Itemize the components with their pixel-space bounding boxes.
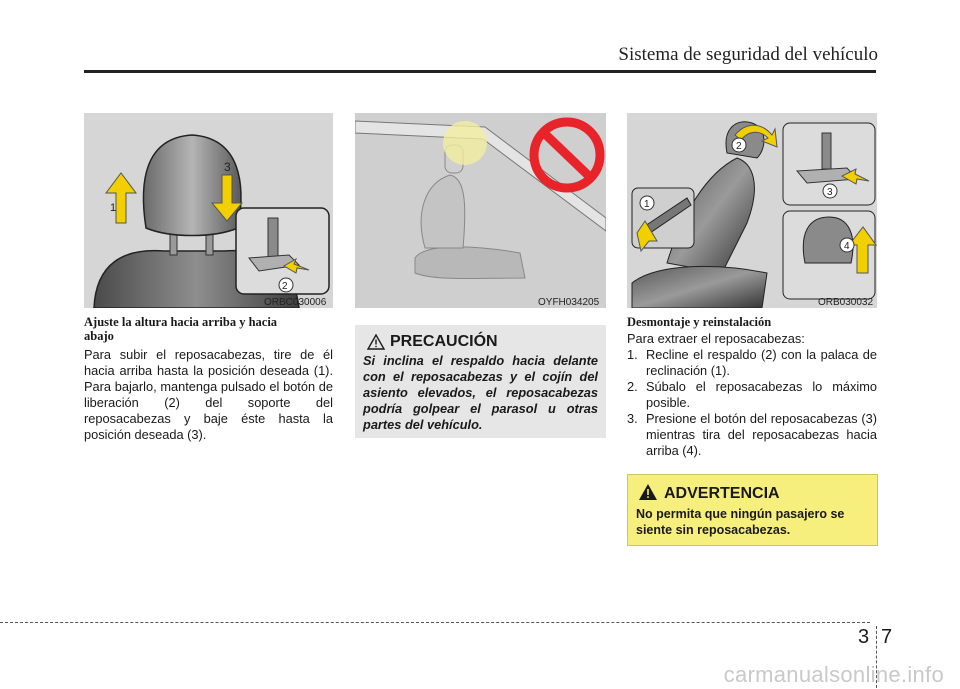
seat-back (421, 175, 465, 248)
callout-1: 1 (110, 202, 117, 214)
button-post (822, 133, 831, 169)
figure-headrest-removal (627, 113, 877, 308)
headrest-height-illustration (84, 113, 333, 308)
removal-steps (627, 347, 877, 459)
removal-heading: Desmontaje y reinstalación (627, 315, 772, 329)
impact-glow (443, 121, 487, 165)
step-number: 2. (627, 379, 638, 394)
footer-rule (0, 622, 870, 623)
caution-text: Si inclina el respaldo hacia delante con el reposacabezas y el cojín del asiento elevados, el reposacabezas podría golpear el parasol u otras partes del vehículo. (363, 353, 598, 432)
recline-warning-illustration (355, 113, 606, 308)
watermark: carmanualsonline.info (723, 662, 944, 687)
seat-cushion (415, 247, 525, 279)
step-text: Presione el botón del reposacabezas (3) mientras tira del reposacabezas hacia arriba (4). (646, 411, 877, 458)
headrest-removal-illustration (627, 113, 877, 308)
seat-cushion-2 (632, 266, 767, 308)
figure-code-left: ORBC030006 (264, 297, 327, 308)
figure-code-right: ORB030032 (818, 297, 874, 308)
step-number: 1. (627, 347, 638, 362)
warning-title: ADVERTENCIA (664, 485, 780, 502)
caution-box (355, 325, 606, 438)
callout-4: 4 (844, 241, 850, 252)
prohibition-sign (534, 122, 600, 188)
caution-triangle-icon (367, 334, 385, 350)
detail-post (268, 218, 278, 260)
figure-code-middle: OYFH034205 (538, 297, 600, 308)
callout-3: 3 (827, 187, 833, 198)
up-arrow (106, 173, 136, 223)
caution-title: PRECAUCIÓN (390, 333, 498, 350)
step-text: Súbalo el reposacabezas lo máximo posible. (646, 379, 877, 410)
callout-2: 2 (282, 281, 288, 292)
step-item (627, 347, 877, 379)
header-rule (84, 70, 876, 73)
warning-text: No permita que ningún pasajero se siente sin reposacabezas. (636, 507, 845, 537)
page-number: 7 (881, 626, 893, 648)
step-item (627, 411, 877, 459)
warning-box (627, 474, 878, 546)
chapter-number: 3 (858, 626, 870, 648)
callout-2: 2 (736, 141, 742, 152)
warning-triangle-icon (638, 483, 658, 501)
height-adjust-body: Para subir el reposacabezas, tire de él hacia arriba hasta la posición deseada (1). Para bajarlo, mantenga pulsado el botón de liberación (2) del soporte del reposacabezas y baje éste hasta la posición deseada (3). (84, 347, 333, 442)
step-number: 3. (627, 411, 638, 426)
figure-headrest-height (84, 113, 333, 308)
section-title: Sistema de seguridad del vehículo (618, 44, 878, 65)
step-item (627, 379, 877, 411)
step-text: Recline el respaldo (2) con la palaca de reclinación (1). (646, 347, 877, 378)
callout-3: 3 (224, 160, 231, 174)
callout-1: 1 (644, 199, 650, 210)
figure-prohibited-recline (355, 113, 606, 308)
removal-intro: Para extraer el reposacabezas: (627, 331, 805, 346)
height-adjust-heading: Ajuste la altura hacia arriba y hacia abajo (84, 315, 278, 343)
